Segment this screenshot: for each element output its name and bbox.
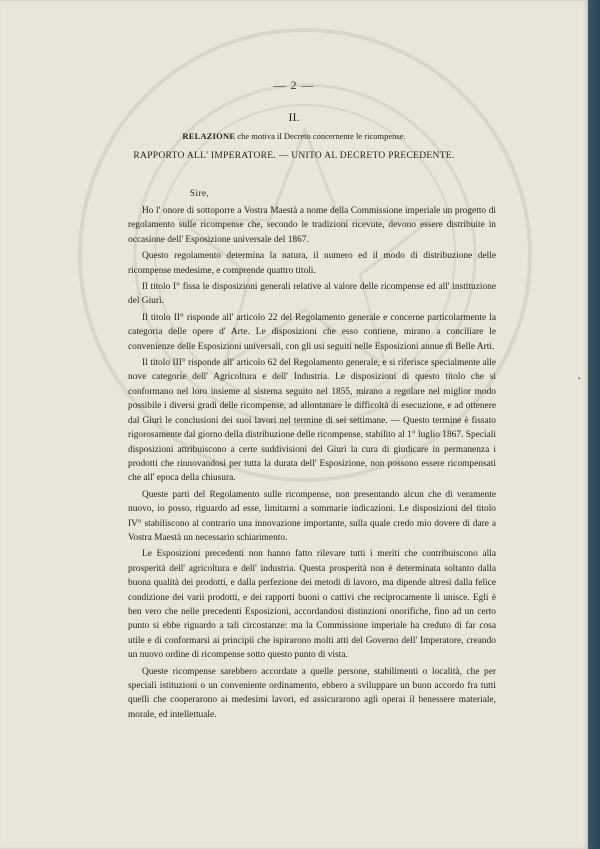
report-body xyxy=(128,204,496,724)
salutation: Sire, xyxy=(190,188,210,198)
report-subheading: RAPPORTO ALL' IMPERATORE. — UNITO AL DECRETO PRECEDENTE. xyxy=(133,151,455,161)
section-number: II. xyxy=(288,110,300,124)
paragraph: Queste ricompense sarebbero accordate a quelle persone, stabilimenti o località, che per speciali istituzioni o un conveniente ordinamento, ebbero a sviluppare un buon accordo fra tutti quelli che cooperarono ai medesimi lavori, ed assicurarono agli operai il benessere materiale, morale, ed intellettuale. xyxy=(128,666,496,720)
page-number: — 2 — xyxy=(273,78,315,92)
report-heading xyxy=(0,131,588,141)
report-heading-rest: che motiva il Decreto concernente le ricompense. xyxy=(235,131,406,141)
paragraph: Queste parti del Regolamento sulle ricompense, non presentando alcun che di veramente nuovo, io posso, riguardo ad esse, limitarmi a sommarie indicazioni. Le disposizioni del titolo IV° stabiliscono al contrario una innovazione importante, sulla quale credo mio dovere di dare a Vostra Maestà un necessario schiarimento. xyxy=(128,489,496,543)
margin-dot-icon: • xyxy=(578,375,581,383)
paragraph: Il titolo I° fissa le disposizioni generali relative al valore delle ricompense ed all' instituzione del Giurì. xyxy=(128,282,496,307)
paragraph: Ho l' onore di sottoporre a Vostra Maestà a nome della Commissione imperiale un progetto di regolamento sulle ricompense che, secondo le tradizioni ricevute, devono essere distribuite in occasione dell' Esposizione universale del 1867. xyxy=(128,206,496,245)
report-heading-bold: RELAZIONE xyxy=(182,131,236,141)
paragraph: Il titolo II° risponde all' articolo 22 del Regolamento generale e concerne particolarmente la categoria delle opere d' Arte. Le disposizioni che esso contiene, mirano a conciliare le convenienze delle Esposizioni universali, con gli usi seguiti nelle Esposizioni annue di Belle Arti. xyxy=(128,312,496,352)
paragraph: Il titolo III° risponde all' articolo 62 del Regolamento generale, e si riferisce specialmente alle nove categorie dell' Agricoltura e dell' Industria. Le disposizioni di questo titolo che si conformano nel loro insieme al sistema seguito nel 1855, mirano a regolare nel miglior modo possibile i diversi gradi delle ricompense, ad allontanare le difficoltà di esecuzione, e ad ottenere dal Giurì le conclusioni dei suoi lavori nel termine di sei settimane. — Questo termine è fissato rigorosamente dal giorno della distribuzione delle ricompense, stabilito al 1° luglio 1867. Speciali disposizioni attribuiscono a certe suddivisioni del Giurì la cura di giudicare in permanenza i prodotti che rinnovandosi per tutta la durata dell' Esposizione, non possono essere ricompensati che all' epoca della chiusura. xyxy=(128,358,496,484)
paragraph: Questo regolamento determina la natura, il numero ed il modo di distribuzione delle ricompense medesime, e comprende quattro titoli. xyxy=(128,251,496,276)
paragraph: Le Esposizioni precedenti non hanno fatto rilevare tutti i meriti che contribuiscono alla prosperità dell' agricoltura e dell' industria. Questa prosperità non è determinata soltanto dalla buona qualità dei prodotti, e dalla perfezione dei metodi di lavoro, ma dipende altresì dalla felice condizione dei varii prodotti, e dei rapporti buoni o cattivi che reciprocamente li unisce. Egli è ben vero che nelle precedenti Esposizioni, accordandosi distinzioni onorifiche, fino ad un certo punto si ebbe riguardo a tali circostanze: ma la Commissione imperiale ha creduto di far cosa utile e di conformarsi ai principii che ispirarono molti atti del Governo dell' Imperatore, creando un nuovo ordine di ricompense sotto questo punto di vista. xyxy=(128,549,496,661)
page-edge xyxy=(588,0,600,849)
